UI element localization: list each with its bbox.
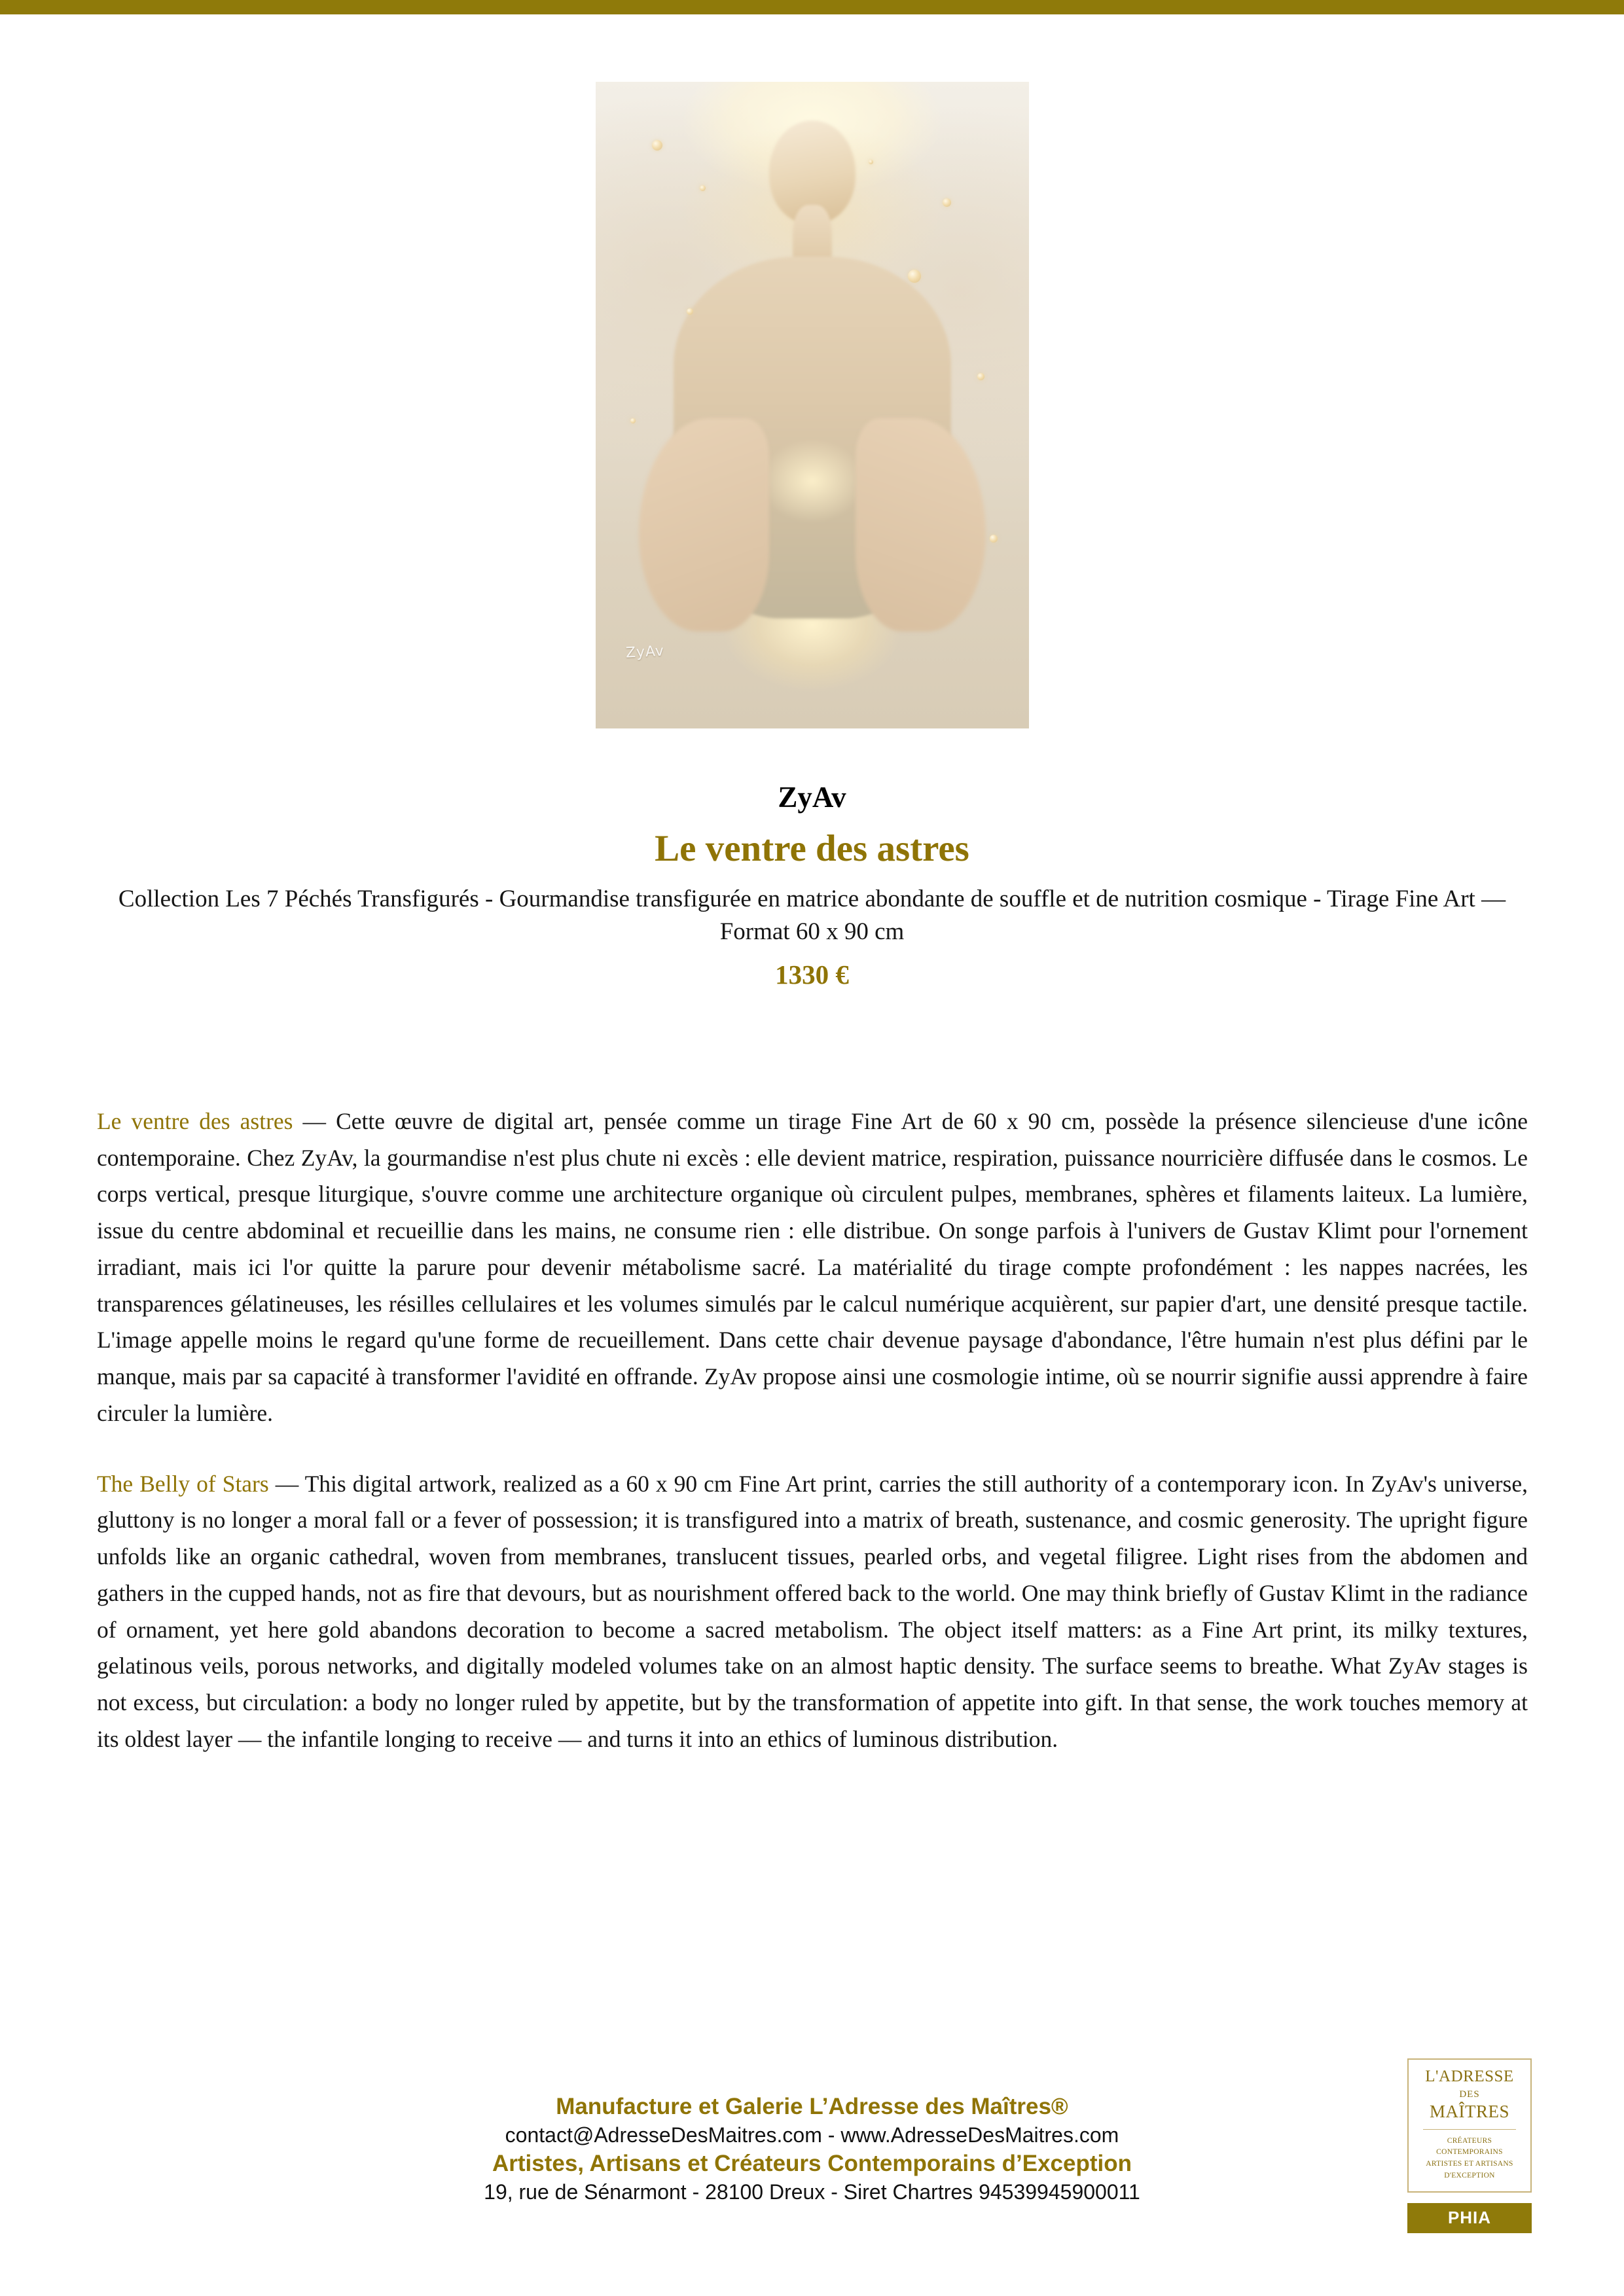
logo-line-adresse: L'ADRESSE bbox=[1425, 2068, 1514, 2085]
logo-subtitle-3: D'EXCEPTION bbox=[1444, 2171, 1495, 2179]
artwork-pearl bbox=[652, 140, 662, 151]
artwork-pearl bbox=[630, 418, 636, 423]
artwork-pearl bbox=[908, 270, 921, 283]
artwork-image bbox=[596, 82, 1029, 728]
artwork-pearl bbox=[977, 373, 984, 380]
artwork-pearl bbox=[687, 308, 693, 315]
footer-tagline: Artistes, Artisans et Créateurs Contemporains d’Exception bbox=[492, 2151, 1132, 2177]
phia-badge: PHIA bbox=[1407, 2203, 1532, 2233]
artwork-price: 1330 € bbox=[775, 960, 849, 990]
logo-line-maitres: MAÎTRES bbox=[1429, 2101, 1509, 2121]
logo-subtitle-2: ARTISTES ET ARTISANS bbox=[1426, 2160, 1513, 2168]
description-text-fr: — Cette œuvre de digital art, pensée comme un tirage Fine Art de 60 x 90 cm, possède la présence silencieuse d'une icône contemporaine. Chez ZyAv, la gourmandise n'est plus chute ni excès : elle devient matrice, respiration, puissance nourricière diffusée dans le cosmos. Le corps vertical, presque liturgique, s'ouvre comme une architecture organique où circulent pulpes, membranes, sphères et filaments laiteux. La lumière, issue du centre abdominal et recueillie dans les mains, ne consume rien : elle distribue. On songe parfois à l'univers de Gustav Klimt pour l'ornement irradiant, mais ici l'or quitte la parure pour devenir métabolisme sacré. La matérialité du tirage compte profondément : les nappes nacrées, les transparences gélatineuses, les résilles cellulaires et les volumes simulés par le calcul numérique acquièrent, sur papier d'art, une densité presque tactile. L'image appelle moins le regard qu'une forme de recueillement. Dans cette chair devenue paysage d'abondance, l'être humain n'est plus défini par le manque, mais par sa capacité à transformer l'avidité en offrande. ZyAv propose ainsi une cosmologie intime, où se nourrir signifie aussi apprendre à faire circuler la lumière. bbox=[97, 1108, 1528, 1426]
artwork-pearl bbox=[990, 535, 998, 543]
logo-divider bbox=[1423, 2129, 1516, 2130]
logo-line-des: DES bbox=[1459, 2089, 1480, 2100]
footer-company: Manufacture et Galerie L’Adresse des Maîtres® bbox=[556, 2094, 1068, 2119]
title-block bbox=[0, 783, 1624, 990]
artwork-pearl bbox=[700, 185, 706, 191]
description-lead-fr: Le ventre des astres bbox=[97, 1108, 293, 1134]
description-paragraph-fr bbox=[97, 1103, 1528, 1432]
description-block bbox=[97, 1103, 1528, 1757]
artwork-pearl bbox=[943, 198, 951, 207]
brand-logo-area bbox=[1407, 2058, 1532, 2233]
description-text-en: — This digital artwork, realized as a 60 x 90 cm Fine Art print, carries the still authority of a contemporary icon. In ZyAv's universe, gluttony is no longer a moral fall or a fever of possession; it is transfigured into a matrix of breath, sustenance, and cosmic generosity. The upright figure unfolds like an organic cathedral, woven from membranes, translucent tissues, pearled orbs, and vegetal filigree. Light rises from the abdomen and gathers in the cupped hands, not as fire that devours, but as nourishment offered back to the world. One may think briefly of Gustav Klimt in the radiance of ornament, yet here gold abandons decoration to become a sacred metabolism. The object itself matters: as a Fine Art print, its milky textures, gelatinous veils, porous networks, and digitally modeled volumes take on an almost haptic density. The surface seems to breathe. What ZyAv stages is not excess, but circulation: a body no longer ruled by appetite, but by the transformation of appetite into gift. In that sense, the work touches memory at its oldest layer — the infantile longing to receive — and turns it into an ethics of luminous distribution. bbox=[97, 1470, 1528, 1752]
artwork-subtitle: Collection Les 7 Péchés Transfigurés - Gourmandise transfigurée en matrice abondante de souffle et de nutrition cosmique - Tirage Fine Art — Format 60 x 90 cm bbox=[118, 885, 1506, 946]
top-gold-band bbox=[0, 0, 1624, 14]
footer-contact[interactable]: contact@AdresseDesMaitres.com - www.AdresseDesMaitres.com bbox=[505, 2123, 1119, 2147]
artwork-signature: ZyAv bbox=[625, 643, 665, 662]
description-lead-en: The Belly of Stars bbox=[97, 1470, 269, 1497]
description-paragraph-en bbox=[97, 1466, 1528, 1758]
artwork-figure-arm-right bbox=[856, 418, 986, 632]
brand-logo-box bbox=[1407, 2058, 1532, 2193]
artwork-pearl bbox=[869, 160, 873, 164]
artwork-canvas bbox=[596, 82, 1029, 728]
footer-address: 19, rue de Sénarmont - 28100 Dreux - Siret Chartres 94539945900011 bbox=[484, 2179, 1140, 2204]
footer bbox=[0, 2092, 1624, 2206]
artwork-title: Le ventre des astres bbox=[655, 828, 969, 869]
logo-subtitle-1: CRÉATEURS CONTEMPORAINS bbox=[1436, 2136, 1503, 2157]
artwork-figure-arm-left bbox=[639, 418, 769, 632]
artist-name: ZyAv bbox=[778, 781, 846, 814]
